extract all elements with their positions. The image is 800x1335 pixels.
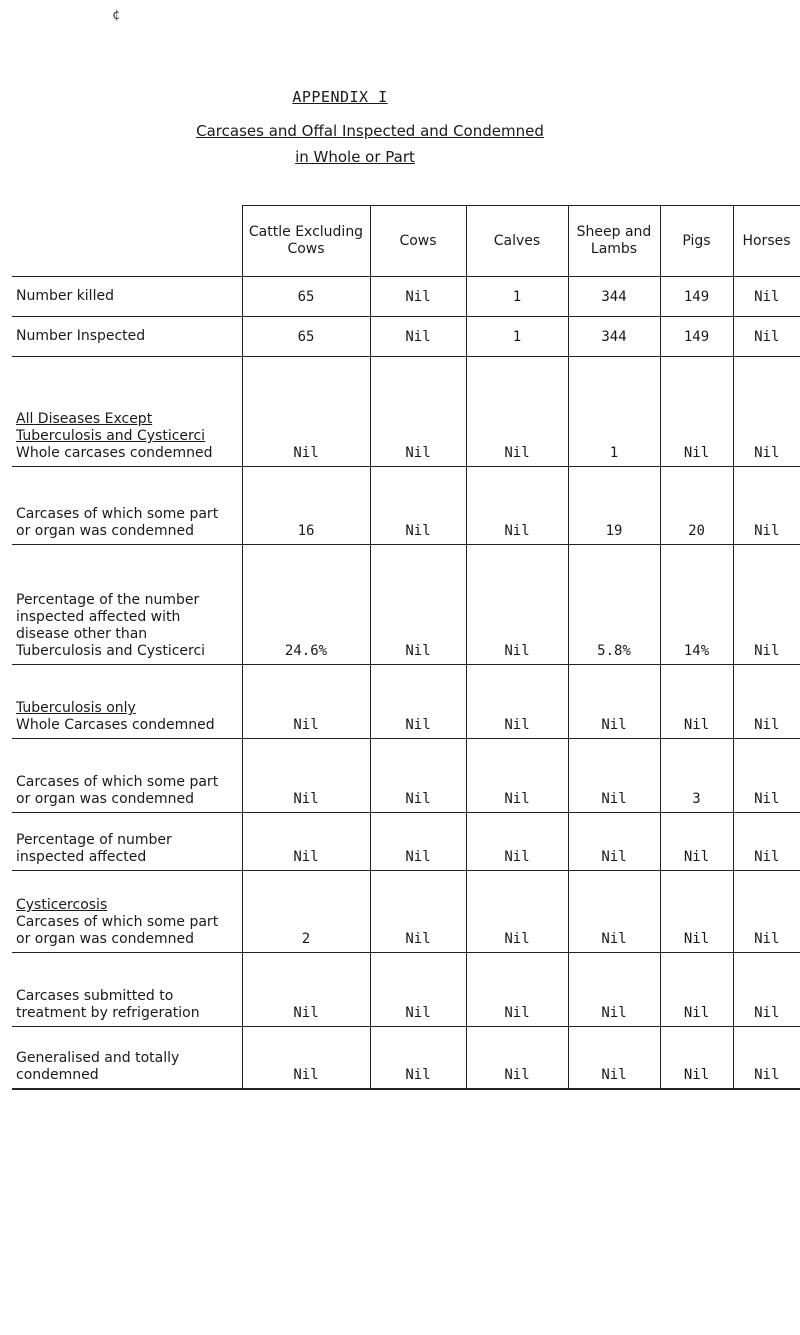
value-cell: Nil xyxy=(568,953,660,1027)
value-cell: Nil xyxy=(466,813,568,871)
section-heading: All Diseases Except Tuberculosis and Cysticerci xyxy=(16,411,206,444)
table-row xyxy=(12,871,800,953)
value-cell: Nil xyxy=(242,357,370,467)
row-label-cell xyxy=(12,665,242,739)
column-header: Horses xyxy=(733,206,800,277)
row-label-cell xyxy=(12,739,242,813)
value-cell: Nil xyxy=(733,1027,800,1089)
value-cell: Nil xyxy=(733,953,800,1027)
value-cell: Nil xyxy=(466,545,568,665)
value-cell: Nil xyxy=(568,1027,660,1089)
value-cell: Nil xyxy=(370,665,466,739)
value-cell: Nil xyxy=(370,1027,466,1089)
value-cell: 1 xyxy=(466,277,568,317)
row-label: Generalised and totally condemned xyxy=(16,1049,180,1083)
value-cell: 19 xyxy=(568,467,660,545)
row-label: Number killed xyxy=(16,288,114,304)
value-cell: Nil xyxy=(370,317,466,357)
row-label-cell xyxy=(12,953,242,1027)
table-row xyxy=(12,739,800,813)
value-cell: Nil xyxy=(466,1027,568,1089)
value-cell: Nil xyxy=(370,357,466,467)
value-cell: Nil xyxy=(660,813,733,871)
value-cell: Nil xyxy=(466,357,568,467)
row-label-cell xyxy=(12,357,242,467)
value-cell: Nil xyxy=(242,1027,370,1089)
value-cell: Nil xyxy=(660,871,733,953)
value-cell: 1 xyxy=(568,357,660,467)
value-cell: Nil xyxy=(660,1027,733,1089)
row-label: Percentage of number inspected affected xyxy=(16,832,172,865)
value-cell: Nil xyxy=(370,813,466,871)
value-cell: Nil xyxy=(370,953,466,1027)
carcases-table xyxy=(12,205,800,1090)
header-blank xyxy=(12,206,242,277)
table-row xyxy=(12,277,800,317)
value-cell: Nil xyxy=(466,739,568,813)
value-cell: Nil xyxy=(733,317,800,357)
section-heading: Tuberculosis only xyxy=(16,700,136,716)
value-cell: Nil xyxy=(242,665,370,739)
value-cell: 149 xyxy=(660,317,733,357)
value-cell: Nil xyxy=(242,813,370,871)
row-label-cell xyxy=(12,1027,242,1089)
table-row xyxy=(12,1027,800,1089)
value-cell: Nil xyxy=(568,739,660,813)
page-subtitle: in Whole or Part xyxy=(295,148,415,166)
value-cell: Nil xyxy=(660,665,733,739)
table-row xyxy=(12,357,800,467)
value-cell: Nil xyxy=(733,357,800,467)
value-cell: 65 xyxy=(242,317,370,357)
value-cell: Nil xyxy=(370,739,466,813)
value-cell: Nil xyxy=(568,665,660,739)
value-cell: Nil xyxy=(733,665,800,739)
table-row xyxy=(12,813,800,871)
row-label-cell xyxy=(12,277,242,317)
value-cell: 20 xyxy=(660,467,733,545)
value-cell: 14% xyxy=(660,545,733,665)
row-label: Number Inspected xyxy=(16,328,146,344)
appendix-heading: APPENDIX I xyxy=(292,88,388,106)
row-label: Carcases of which some part or organ was condemned xyxy=(16,774,219,807)
value-cell: Nil xyxy=(370,871,466,953)
corner-mark: ¢ xyxy=(112,8,120,23)
value-cell: Nil xyxy=(466,467,568,545)
value-cell: 344 xyxy=(568,317,660,357)
value-cell: Nil xyxy=(242,953,370,1027)
column-header: Sheep and Lambs xyxy=(568,206,660,277)
value-cell: 16 xyxy=(242,467,370,545)
value-cell: Nil xyxy=(466,665,568,739)
column-header: Pigs xyxy=(660,206,733,277)
column-header: Cattle Excluding Cows xyxy=(242,206,370,277)
column-header: Cows xyxy=(370,206,466,277)
row-label-cell xyxy=(12,871,242,953)
value-cell: Nil xyxy=(370,277,466,317)
value-cell: Nil xyxy=(370,467,466,545)
value-cell: 149 xyxy=(660,277,733,317)
value-cell: Nil xyxy=(370,545,466,665)
value-cell: Nil xyxy=(733,467,800,545)
value-cell: Nil xyxy=(733,813,800,871)
value-cell: Nil xyxy=(466,953,568,1027)
value-cell: Nil xyxy=(733,871,800,953)
value-cell: Nil xyxy=(733,739,800,813)
column-header: Calves xyxy=(466,206,568,277)
table-row xyxy=(12,467,800,545)
row-label-cell xyxy=(12,467,242,545)
value-cell: 65 xyxy=(242,277,370,317)
value-cell: 24.6% xyxy=(242,545,370,665)
header-row xyxy=(12,206,800,277)
row-label-cell xyxy=(12,813,242,871)
section-heading: Cysticercosis xyxy=(16,897,108,913)
row-label: Carcases submitted to treatment by refrigeration xyxy=(16,988,200,1021)
value-cell: Nil xyxy=(660,953,733,1027)
row-label: Whole Carcases condemned xyxy=(16,717,215,733)
row-label: Whole carcases condemned xyxy=(16,445,213,461)
value-cell: Nil xyxy=(568,871,660,953)
row-label-cell xyxy=(12,317,242,357)
value-cell: Nil xyxy=(242,739,370,813)
value-cell: Nil xyxy=(733,545,800,665)
row-label: Carcases of which some part or organ was condemned xyxy=(16,506,219,539)
table-row xyxy=(12,665,800,739)
value-cell: 344 xyxy=(568,277,660,317)
table-row xyxy=(12,953,800,1027)
row-label: Carcases of which some part or organ was condemned xyxy=(16,914,219,947)
value-cell: 5.8% xyxy=(568,545,660,665)
table-row xyxy=(12,317,800,357)
value-cell: Nil xyxy=(568,813,660,871)
row-label-cell xyxy=(12,545,242,665)
value-cell: Nil xyxy=(466,871,568,953)
value-cell: Nil xyxy=(660,357,733,467)
table-row xyxy=(12,545,800,665)
value-cell: 1 xyxy=(466,317,568,357)
value-cell: 2 xyxy=(242,871,370,953)
row-label: Percentage of the number inspected affected with disease other than Tuberculosis and Cysticerci xyxy=(16,592,206,659)
value-cell: Nil xyxy=(733,277,800,317)
value-cell: 3 xyxy=(660,739,733,813)
page-title: Carcases and Offal Inspected and Condemned xyxy=(196,122,544,140)
